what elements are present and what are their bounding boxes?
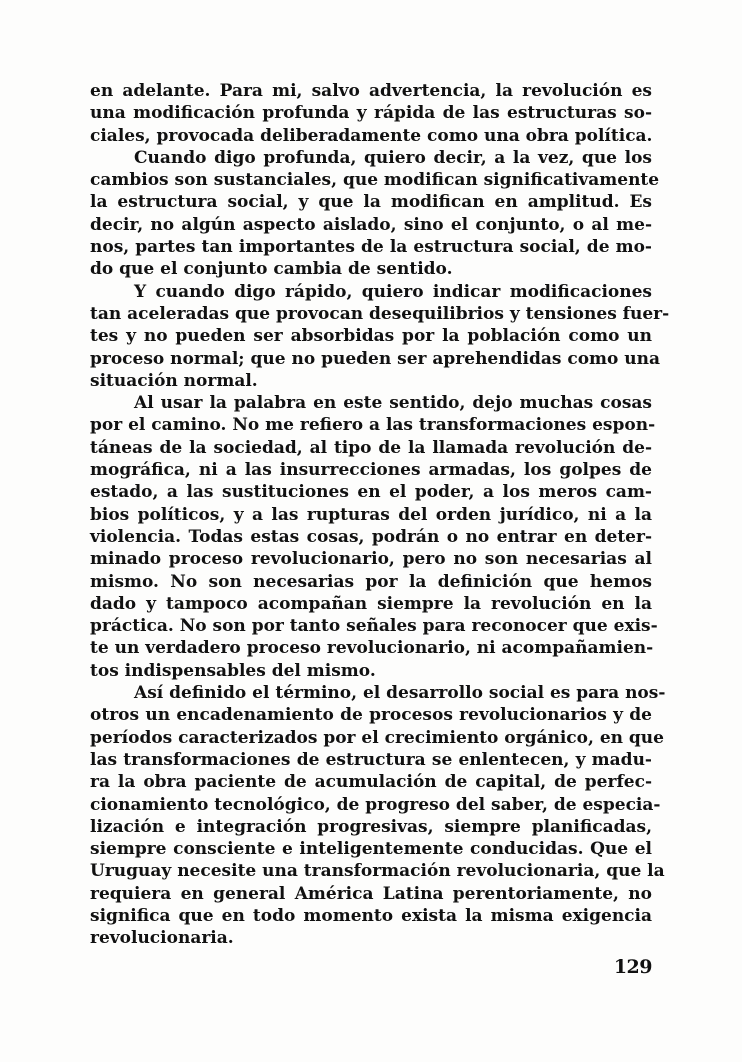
text-line: una modificación profunda y rápida de las estructuras so- bbox=[90, 103, 652, 124]
text-line: cambios son sustanciales, que modifican significativamente bbox=[90, 170, 660, 191]
text-line: Y cuando digo rápido, quiero indicar modificaciones bbox=[134, 281, 652, 302]
text-line: estado, a las sustituciones en el poder, a los meros cam- bbox=[90, 482, 652, 503]
text-line: nos, partes tan importantes de la estructura social, de mo- bbox=[90, 237, 652, 258]
text-line: revolucionaria. bbox=[90, 928, 234, 949]
text-line: mismo. No son necesarias por la definición que hemos bbox=[90, 571, 652, 592]
text-line: violencia. Todas estas cosas, podrán o no entrar en deter- bbox=[90, 526, 652, 547]
text-line: Uruguay necesite una transformación revolucionaria, que la bbox=[90, 861, 665, 882]
text-line: tos indispensables del mismo. bbox=[90, 660, 376, 681]
text-line: por el camino. No me refiero a las transformaciones espon- bbox=[90, 415, 656, 436]
text-line: decir, no algún aspecto aislado, sino el conjunto, o al me- bbox=[90, 214, 652, 235]
text-line: dado y tampoco acompañan siempre la revolución en la bbox=[90, 593, 652, 614]
text-line: proceso normal; que no pueden ser aprehendidas como una bbox=[90, 348, 661, 369]
paragraph bbox=[90, 682, 666, 950]
text-line: lización e integración progresivas, siempre planificadas, bbox=[90, 816, 652, 837]
page-number: 129 bbox=[613, 956, 652, 978]
text-line: minado proceso revolucionario, pero no son necesarias al bbox=[90, 549, 652, 570]
text-line: la estructura social, y que la modifican en amplitud. Es bbox=[90, 192, 652, 213]
text-line: situación normal. bbox=[90, 370, 258, 391]
text-line: en adelante. Para mi, salvo advertencia, la revolución es bbox=[90, 81, 652, 101]
text-line: Al usar la palabra en este sentido, dejo muchas cosas bbox=[134, 393, 652, 414]
text-line: bios políticos, y a las rupturas del orden jurídico, ni a la bbox=[90, 504, 652, 525]
text-line: períodos caracterizados por el crecimiento orgánico, en que bbox=[90, 727, 664, 748]
paragraph bbox=[90, 80, 652, 147]
text-line: práctica. No son por tanto señales para reconocer que exis- bbox=[90, 616, 658, 637]
text-line: tan aceleradas que provocan desequilibrios y tensiones fuer- bbox=[90, 303, 670, 324]
text-line: te un verdadero proceso revolucionario, ni acompañamien- bbox=[90, 638, 654, 659]
paragraph bbox=[90, 392, 658, 682]
paragraph bbox=[90, 147, 660, 281]
body-text bbox=[90, 80, 670, 950]
text-line: tes y no pueden ser absorbidas por la población como un bbox=[90, 326, 652, 347]
text-line: do que el conjunto cambia de sentido. bbox=[90, 259, 453, 280]
text-line: mográfica, ni a las insurrecciones armadas, los golpes de bbox=[90, 460, 652, 481]
text-line: ra la obra paciente de acumulación de capital, de perfec- bbox=[90, 772, 652, 793]
text-line: las transformaciones de estructura se enlentecen, y madu- bbox=[90, 749, 652, 770]
text-line: cionamiento tecnológico, de progreso del saber, de especia- bbox=[90, 794, 661, 815]
text-line: táneas de la sociedad, al tipo de la llamada revolución de- bbox=[90, 437, 652, 458]
text-line: ciales, provocada deliberadamente como una obra política. bbox=[90, 125, 653, 146]
paragraph bbox=[90, 281, 670, 392]
text-line: otros un encadenamiento de procesos revolucionarios y de bbox=[90, 705, 652, 726]
text-line: siempre consciente e inteligentemente conducidas. Que el bbox=[90, 839, 652, 860]
text-line: significa que en todo momento exista la misma exigencia bbox=[90, 905, 652, 926]
text-line: Cuando digo profunda, quiero decir, a la vez, que los bbox=[134, 147, 652, 168]
text-line: requiera en general América Latina perentoriamente, no bbox=[90, 883, 652, 904]
text-line: Así definido el término, el desarrollo social es para nos- bbox=[134, 683, 666, 704]
